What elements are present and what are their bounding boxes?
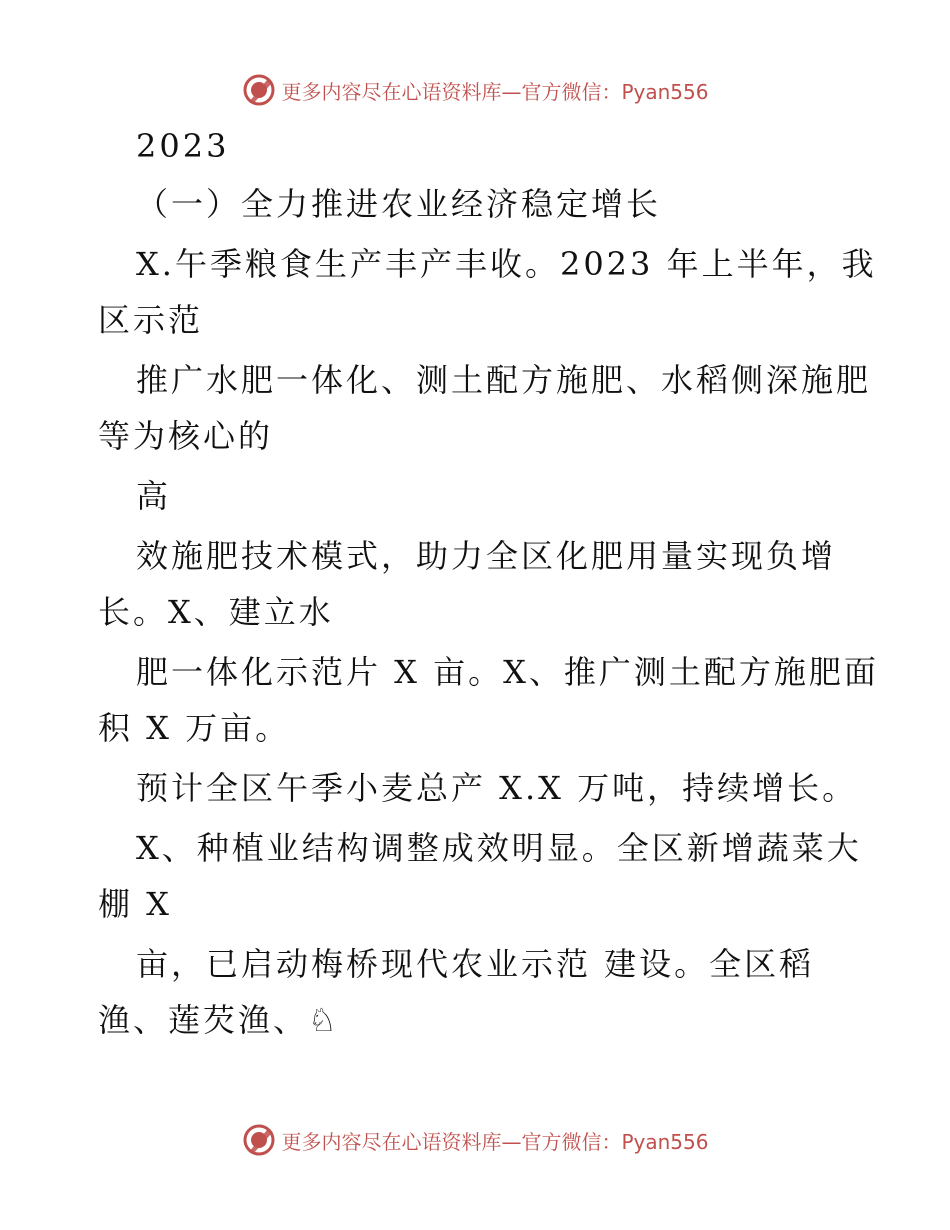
doc-line: 高 — [136, 477, 172, 515]
seal-logo-icon — [241, 1122, 277, 1158]
doc-line: 长。X、建立水 — [98, 593, 334, 631]
doc-line: 肥一体化示范片 X 亩。X、推广测土配方施肥面 — [136, 653, 879, 691]
doc-line: 推广水肥一体化、测土配方施肥、水稻侧深施肥 — [136, 361, 872, 399]
doc-line: 积 X 万亩。 — [98, 709, 291, 747]
doc-line: 预计全区午季小麦总产 X.X 万吨，持续增长。 — [136, 769, 858, 807]
doc-line: 区示范 — [98, 301, 204, 339]
header-watermark-banner — [0, 70, 950, 110]
doc-line: 渔、莲芡渔、♘ — [98, 1001, 340, 1039]
footer-watermark-text: 更多内容尽在心语资料库—官方微信：Pyan556 — [281, 1129, 709, 1154]
header-watermark-text: 更多内容尽在心语资料库—官方微信：Pyan556 — [281, 79, 709, 104]
doc-line: X.午季粮食生产丰产丰收。2023 年上半年，我 — [136, 245, 877, 283]
seal-logo-icon — [241, 72, 277, 108]
doc-line: X、种植业结构调整成效明显。全区新增蔬菜大 — [136, 829, 862, 867]
doc-line: 棚 X — [98, 885, 172, 923]
doc-line: 效施肥技术模式，助力全区化肥用量实现负增 — [136, 537, 837, 575]
doc-line-year: 2023 — [136, 127, 230, 165]
doc-line: 等为核心的 — [98, 417, 274, 455]
footer-watermark-banner — [0, 1120, 950, 1160]
doc-line: 亩，已启动梅桥现代农业示范 建设。全区稻 — [136, 945, 815, 983]
doc-line-heading: （一）全力推进农业经济稳定增长 — [136, 185, 662, 223]
